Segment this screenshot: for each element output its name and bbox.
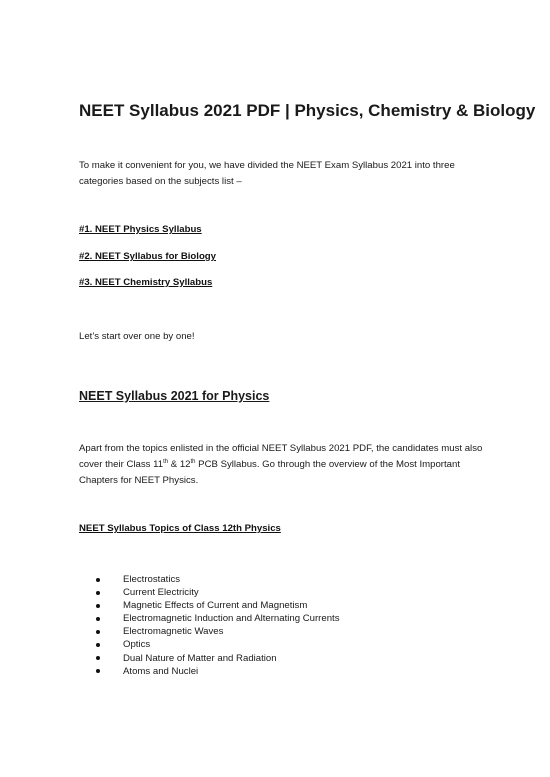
list-item	[96, 612, 340, 625]
superscript-th-1: th	[163, 458, 169, 465]
class12-physics-heading: NEET Syllabus Topics of Class 12th Physics	[79, 523, 281, 534]
topic-label: Electromagnetic Waves	[123, 626, 224, 638]
biology-syllabus-link[interactable]: #2. NEET Syllabus for Biology	[79, 251, 217, 262]
topic-label: Dual Nature of Matter and Radiation	[123, 652, 277, 664]
superscript-th-2: th	[190, 458, 196, 465]
chemistry-syllabus-link[interactable]: #3. NEET Chemistry Syllabus	[79, 277, 213, 288]
list-item	[96, 665, 340, 678]
topic-label: Atoms and Nuclei	[123, 665, 199, 677]
physics-paragraph-part2: & 12	[168, 459, 191, 470]
topic-label: Optics	[123, 639, 151, 651]
bullet-icon	[96, 591, 100, 595]
physics-paragraph-part1: Apart from the topics enlisted in the official NEET Syllabus 2021 PDF, the candidates must also cover their Class 11	[79, 443, 483, 470]
bullet-icon	[96, 656, 100, 660]
bullet-icon	[96, 604, 100, 608]
list-item	[96, 586, 340, 599]
physics-section-heading: NEET Syllabus 2021 for Physics	[79, 389, 270, 403]
page-title: NEET Syllabus 2021 PDF | Physics, Chemistry & Biology	[79, 101, 536, 120]
list-item	[96, 652, 340, 665]
topic-label: Magnetic Effects of Current and Magnetism	[123, 600, 308, 612]
class12-topics-list	[96, 573, 340, 678]
bullet-icon	[96, 617, 100, 621]
bullet-icon	[96, 630, 100, 634]
list-item	[96, 599, 340, 612]
list-item	[96, 625, 340, 638]
bullet-icon	[96, 643, 100, 647]
bullet-icon	[96, 578, 100, 582]
physics-paragraph-part3: PCB Syllabus. Go through the overview of the Most Important Chapters for NEET Physics.	[79, 459, 461, 486]
bullet-icon	[96, 669, 100, 673]
list-item	[96, 573, 340, 586]
topic-label: Electromagnetic Induction and Alternating Currents	[123, 613, 340, 625]
physics-paragraph	[79, 441, 489, 489]
intro-paragraph: To make it convenient for you, we have divided the NEET Exam Syllabus 2021 into three categories based on the subjects list –	[79, 160, 455, 187]
topic-label: Electrostatics	[123, 574, 181, 585]
list-item	[96, 638, 340, 651]
physics-syllabus-link[interactable]: #1. NEET Physics Syllabus	[79, 224, 202, 235]
topic-label: Current Electricity	[123, 587, 199, 599]
start-paragraph: Let’s start over one by one!	[79, 331, 195, 342]
